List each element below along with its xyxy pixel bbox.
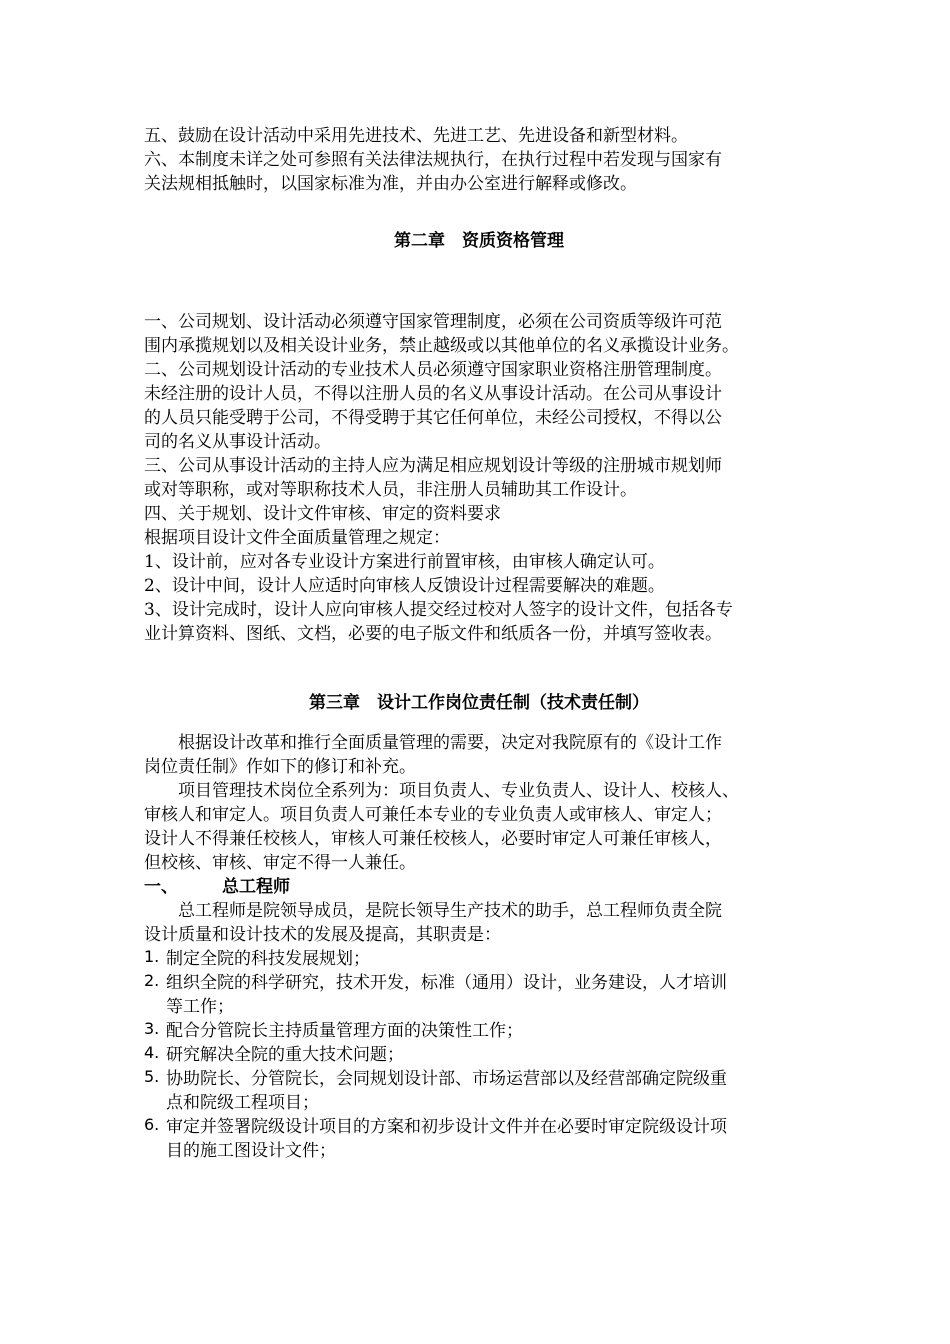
list-text: 点和院级工程项目； xyxy=(166,1093,319,1113)
chapter-2-line: 围内承揽规划以及相关设计业务，禁止越级或以其他单位的名义承揽设计业务。 xyxy=(144,336,739,356)
chapter-2-line: 司的名义从事设计活动。 xyxy=(144,432,331,452)
section-1-intro: 总工程师是院领导成员，是院长领导生产技术的助手，总工程师负责全院 xyxy=(178,901,722,921)
list-text: 组织全院的科学研究，技术开发，标准（通用）设计，业务建设，人才培训 xyxy=(166,973,727,993)
intro-paragraph-2-cont: 但校核、审核、审定不得一人兼任。 xyxy=(144,853,416,873)
top-paragraphs xyxy=(144,124,814,196)
intro-paragraph-2: 项目管理技术岗位全系列为：项目负责人、专业负责人、设计人、校核人、 xyxy=(178,781,739,801)
list-number: 1. xyxy=(144,947,160,966)
list-text: 等工作； xyxy=(166,997,234,1017)
chapter-2-line: 1、设计前，应对各专业设计方案进行前置审核，由审核人确定认可。 xyxy=(144,552,665,572)
list-text: 审定并签署院级设计项目的方案和初步设计文件并在必要时审定院级设计项 xyxy=(166,1117,727,1137)
intro-paragraph-1: 根据设计改革和推行全面质量管理的需要，决定对我院原有的《设计工作 xyxy=(178,733,722,753)
section-1-title: 总工程师 xyxy=(222,877,290,897)
intro-paragraph-2-cont: 审核人和审定人。项目负责人可兼任本专业的专业负责人或审核人、审定人； xyxy=(144,805,722,825)
chapter-2-line: 2、设计中间，设计人应适时向审核人反馈设计过程需要解决的难题。 xyxy=(144,576,665,596)
chapter-2-line: 二、公司规划设计活动的专业技术人员必须遵守国家职业资格注册管理制度。 xyxy=(144,360,722,380)
clause-six-line-1: 六、本制度未详之处可参照有关法律法规执行，在执行过程中若发现与国家有 xyxy=(144,150,722,170)
section-1-heading xyxy=(144,875,814,899)
section-1-intro-cont: 设计质量和设计技术的发展及提高，其职责是： xyxy=(144,925,501,945)
list-number: 2. xyxy=(144,971,160,990)
chapter-2-line: 的人员只能受聘于公司，不得受聘于其它任何单位，未经公司授权，不得以公 xyxy=(144,408,722,428)
chapter-2-line: 或对等职称，或对等职称技术人员，非注册人员辅助其工作设计。 xyxy=(144,480,637,500)
list-number: 3. xyxy=(144,1019,160,1038)
list-text: 目的施工图设计文件； xyxy=(166,1141,336,1161)
list-number: 5. xyxy=(144,1067,160,1086)
list-number: 6. xyxy=(144,1115,160,1134)
list-item xyxy=(144,1019,814,1043)
chapter-2-line: 四、关于规划、设计文件审核、审定的资料要求 xyxy=(144,504,501,524)
chapter-2-line: 业计算资料、图纸、文档，必要的电子版文件和纸质各一份，并填写签收表。 xyxy=(144,624,722,644)
list-item xyxy=(144,1115,814,1163)
chapter-3-body xyxy=(144,731,814,1163)
section-1-number: 一、 xyxy=(144,877,178,897)
list-text: 配合分管院长主持质量管理方面的决策性工作； xyxy=(166,1021,523,1041)
list-item xyxy=(144,1067,814,1115)
list-text: 研究解决全院的重大技术问题； xyxy=(166,1045,404,1065)
chapter-2-line: 未经注册的设计人员，不得以注册人员的名义从事设计活动。在公司从事设计 xyxy=(144,384,722,404)
chapter-2-title: 第二章 资质资格管理 xyxy=(394,231,564,251)
chapter-2-line: 根据项目设计文件全面质量管理之规定： xyxy=(144,528,450,548)
chapter-2-line: 三、公司从事设计活动的主持人应为满足相应规划设计等级的注册城市规划师 xyxy=(144,456,722,476)
clause-five: 五、鼓励在设计活动中采用先进技术、先进工艺、先进设备和新型材料。 xyxy=(144,126,688,146)
list-item xyxy=(144,1043,814,1067)
chapter-3-title: 第三章 设计工作岗位责任制（技术责任制） xyxy=(309,693,649,713)
list-item xyxy=(144,947,814,971)
chapter-2-line: 3、设计完成时，设计人应向审核人提交经过校对人签字的设计文件，包括各专 xyxy=(144,600,733,620)
clause-six-line-2: 关法规相抵触时，以国家标准为准，并由办公室进行解释或修改。 xyxy=(144,174,637,194)
intro-paragraph-2-cont: 设计人不得兼任校核人，审核人可兼任校核人，必要时审定人可兼任审核人， xyxy=(144,829,722,849)
document-page xyxy=(144,124,814,1163)
list-number: 4. xyxy=(144,1043,160,1062)
list-item xyxy=(144,971,814,1019)
intro-paragraph-1-cont: 岗位责任制》作如下的修订和补充。 xyxy=(144,757,416,777)
chapter-2-line: 一、公司规划、设计活动必须遵守国家管理制度，必须在公司资质等级许可范 xyxy=(144,312,722,332)
list-text: 制定全院的科技发展规划； xyxy=(166,949,370,969)
list-text: 协助院长、分管院长，会同规划设计部、市场运营部以及经营部确定院级重 xyxy=(166,1069,727,1089)
chapter-2-body xyxy=(144,310,814,646)
